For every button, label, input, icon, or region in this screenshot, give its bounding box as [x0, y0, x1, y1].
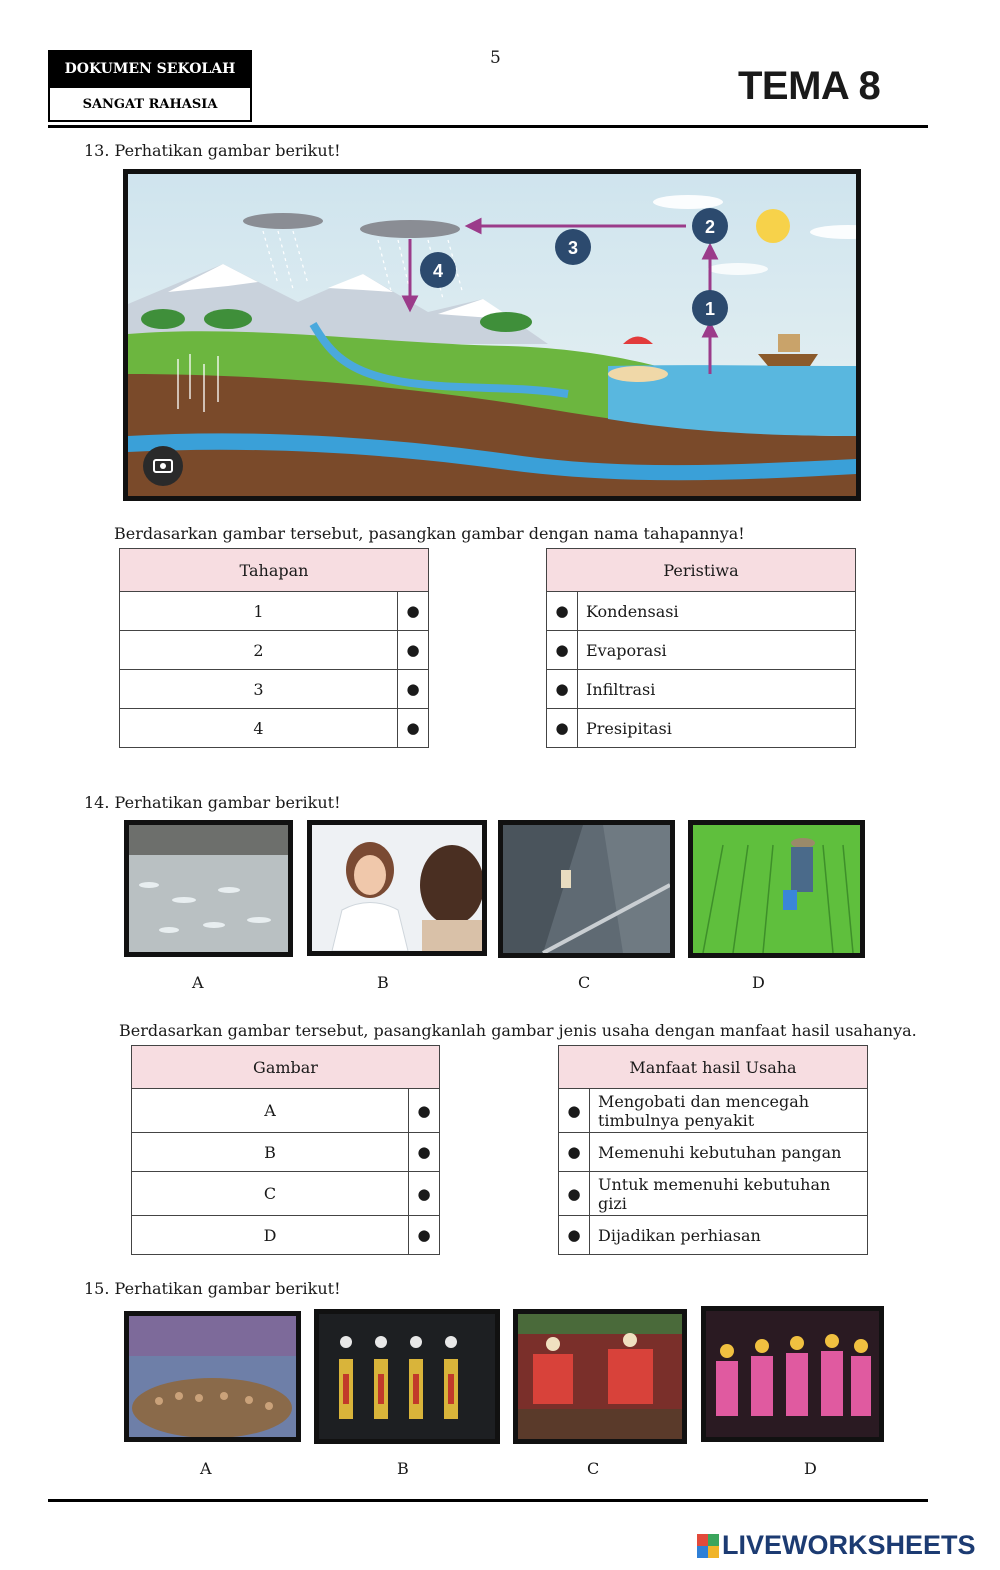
q14-image-b	[307, 820, 487, 956]
marker-1-label: 1	[704, 299, 716, 319]
q14-number: 14.	[84, 793, 110, 812]
q13-right-cell: Infiltrasi	[578, 670, 856, 709]
q13-left-table	[119, 548, 429, 748]
match-dot[interactable]: ●	[398, 592, 429, 631]
q14-prompt: Perhatikan gambar berikut!	[114, 793, 341, 812]
q13-left-header: Tahapan	[120, 549, 429, 592]
saman-dance-photo	[319, 1314, 495, 1439]
q15-image-b	[314, 1309, 500, 1444]
table-row	[132, 1133, 440, 1172]
q13-left-cell: 4	[120, 709, 398, 748]
table-row	[120, 631, 429, 670]
table-row	[120, 709, 429, 748]
q14-left-cell: A	[132, 1089, 409, 1133]
mining-photo	[503, 825, 670, 953]
table-row	[120, 670, 429, 709]
reog-dance-photo	[518, 1314, 682, 1439]
q13-prompt: Perhatikan gambar berikut!	[114, 141, 341, 160]
match-dot[interactable]: ●	[398, 709, 429, 748]
marker-2-label: 2	[704, 217, 716, 237]
tema-title: TEMA 8	[738, 64, 881, 108]
match-dot[interactable]: ●	[409, 1216, 440, 1255]
marker-3-label: 3	[567, 238, 579, 258]
q13-right-cell: Presipitasi	[578, 709, 856, 748]
table-row	[559, 1133, 868, 1172]
rice-field-photo	[693, 825, 860, 953]
q15-image-a	[124, 1311, 301, 1442]
q14-right-table	[558, 1045, 868, 1255]
q14-left-header: Gambar	[132, 1046, 440, 1089]
q14-left-cell: C	[132, 1172, 409, 1216]
doctor-photo	[312, 825, 482, 951]
liveworksheets-brand[interactable]	[697, 1530, 976, 1561]
match-dot[interactable]: ●	[398, 670, 429, 709]
q13-left-cell: 1	[120, 592, 398, 631]
q15-prompt: Perhatikan gambar berikut!	[114, 1279, 341, 1298]
match-dot[interactable]: ●	[559, 1089, 590, 1133]
q14-right-cell: Untuk memenuhi kebutuhan gizi	[590, 1172, 868, 1216]
match-dot[interactable]: ●	[559, 1172, 590, 1216]
match-dot[interactable]: ●	[398, 631, 429, 670]
q15-label-c: C	[587, 1459, 600, 1478]
q15-number: 15.	[84, 1279, 110, 1298]
q13-number: 13.	[84, 141, 110, 160]
q13-right-header: Peristiwa	[547, 549, 856, 592]
q14-image-d	[688, 820, 865, 958]
q14-label-b: B	[377, 973, 389, 992]
table-row	[559, 1172, 868, 1216]
match-dot[interactable]: ●	[547, 592, 578, 631]
match-dot[interactable]: ●	[547, 670, 578, 709]
q14-left-cell: B	[132, 1133, 409, 1172]
q14-right-cell: Dijadikan perhiasan	[590, 1216, 868, 1255]
header-label-bottom: SANGAT RAHASIA	[48, 86, 252, 122]
q15-image-c	[513, 1309, 687, 1444]
q13-left-cell: 2	[120, 631, 398, 670]
table-row	[547, 631, 856, 670]
q14-heading	[84, 793, 341, 812]
table-row	[559, 1089, 868, 1133]
header-rule	[48, 125, 928, 128]
q14-label-a: A	[192, 973, 204, 992]
match-dot[interactable]: ●	[547, 631, 578, 670]
table-row	[547, 592, 856, 631]
match-dot[interactable]: ●	[409, 1172, 440, 1216]
table-row	[132, 1216, 440, 1255]
water-cycle-image	[123, 169, 861, 501]
table-row	[547, 670, 856, 709]
water-cycle-diagram	[128, 174, 856, 496]
q15-label-b: B	[397, 1459, 409, 1478]
match-dot[interactable]: ●	[409, 1133, 440, 1172]
q15-label-d: D	[804, 1459, 817, 1478]
q15-heading	[84, 1279, 341, 1298]
fish-market-photo	[129, 825, 288, 952]
q14-left-table	[131, 1045, 440, 1255]
footer-rule	[48, 1499, 928, 1502]
q13-instruction: Berdasarkan gambar tersebut, pasangkan gambar dengan nama tahapannya!	[114, 524, 745, 543]
q14-image-c	[498, 820, 675, 958]
q14-right-cell: Memenuhi kebutuhan pangan	[590, 1133, 868, 1172]
page-number: 5	[490, 48, 501, 68]
q14-instruction: Berdasarkan gambar tersebut, pasangkanlah gambar jenis usaha dengan manfaat hasil usahanya.	[119, 1021, 917, 1040]
match-dot[interactable]: ●	[559, 1216, 590, 1255]
q14-label-d: D	[752, 973, 765, 992]
q14-label-c: C	[578, 973, 591, 992]
q15-image-d	[701, 1306, 884, 1442]
q13-right-table	[546, 548, 856, 748]
q13-left-cell: 3	[120, 670, 398, 709]
traditional-dance-photo	[706, 1311, 879, 1437]
kecak-dance-photo	[129, 1316, 296, 1437]
table-row	[132, 1172, 440, 1216]
match-dot[interactable]: ●	[559, 1133, 590, 1172]
match-dot[interactable]: ●	[547, 709, 578, 748]
q14-right-cell: Mengobati dan mencegah timbulnya penyakit	[590, 1089, 868, 1133]
q14-left-cell: D	[132, 1216, 409, 1255]
header-label-top: DOKUMEN SEKOLAH	[48, 50, 252, 88]
q13-right-cell: Evaporasi	[578, 631, 856, 670]
q14-right-header: Manfaat hasil Usaha	[559, 1046, 868, 1089]
liveworksheets-logo-icon	[697, 1534, 719, 1558]
q13-heading	[84, 141, 341, 160]
table-row	[547, 709, 856, 748]
q15-label-a: A	[200, 1459, 212, 1478]
marker-4-label: 4	[432, 261, 444, 281]
liveworksheets-wordmark: LIVEWORKSHEETS	[722, 1530, 976, 1560]
q14-image-a	[124, 820, 293, 957]
match-dot[interactable]: ●	[409, 1089, 440, 1133]
table-row	[132, 1089, 440, 1133]
q13-right-cell: Kondensasi	[578, 592, 856, 631]
table-row	[120, 592, 429, 631]
table-row	[559, 1216, 868, 1255]
